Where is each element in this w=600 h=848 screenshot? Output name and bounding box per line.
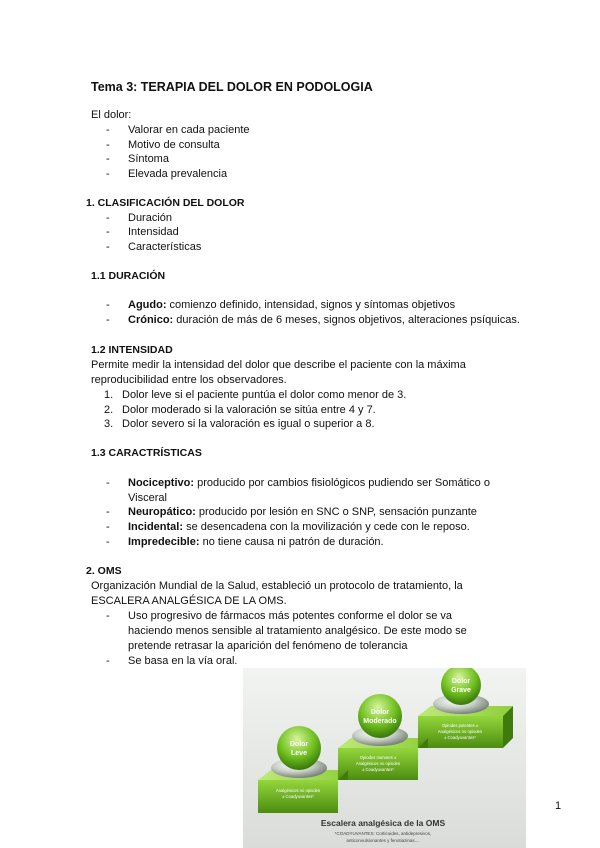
list-item: - Síntoma: [106, 153, 169, 165]
step1-label-top: Dolor: [289, 741, 309, 748]
step1-label-bottom: Leve: [291, 750, 307, 757]
section-heading: 2. OMS: [86, 565, 122, 577]
step2-caption: ± Coadyuvantes*: [362, 767, 394, 772]
section-heading: 1.1 DURACIÓN: [91, 270, 166, 282]
oms-ladder-figure: [243, 668, 526, 848]
step3-label-top: Dolor: [451, 678, 471, 685]
list-item: - Agudo: comienzo definido, intensidad, signos y síntomas objetivos: [106, 299, 456, 311]
list-item: - Nociceptivo: producido por cambios fisiológicos pudiendo ser Somático o: [106, 477, 490, 489]
numbered-item: 2. Dolor moderado si la valoración se sitúa entre 4 y 7.: [104, 404, 376, 416]
page-number: 1: [555, 800, 562, 812]
list-item: - Motivo de consulta: [106, 139, 220, 151]
list-item: - Incidental: se desencadena con la movilización y cede con le reposo.: [106, 521, 470, 533]
paragraph-line: Permite medir la intensidad del dolor que describe el paciente con la máxima: [91, 359, 466, 371]
intro-label: El dolor:: [91, 109, 132, 121]
list-item: - Neuropático: producido por lesión en SNC o SNP, sensación punzante: [106, 506, 477, 518]
paragraph-line: reproducibilidad entre los observadores.: [91, 374, 287, 386]
list-item: - Valorar en cada paciente: [106, 124, 250, 136]
list-item: - Intensidad: [106, 226, 179, 238]
step2-caption: Opiodes menores ±: [359, 755, 397, 760]
step3-caption: ± Coadyuvantes*: [444, 735, 476, 740]
paragraph-line: Organización Mundial de la Salud, estableció un protocolo de tratamiento, la: [91, 580, 463, 592]
section-heading: 1.2 INTENSIDAD: [91, 344, 173, 356]
list-item-continuation: pretende retrasar la aparición del fenómeno de tolerancia: [128, 640, 408, 652]
list-item: - Impredecible: no tiene causa ni patrón de duración.: [106, 536, 384, 548]
page-title: Tema 3: TERAPIA DEL DOLOR EN PODOLOGIA: [91, 80, 373, 94]
figure-footnote: *COADYUVANTES: Corticoides, antidepresivos,: [334, 831, 432, 836]
step2-caption: Analgésicos no opiodes: [355, 761, 401, 766]
section-heading: 1.3 CARACTRÍSTICAS: [91, 447, 202, 459]
numbered-item: 1. Dolor leve si el paciente puntúa el dolor como menor de 3.: [104, 389, 407, 401]
paragraph-line: ESCALERA ANALGÉSICA DE LA OMS.: [91, 595, 287, 607]
step2-label-top: Dolor: [370, 709, 390, 716]
list-item: - Elevada prevalencia: [106, 168, 228, 180]
list-item: - Uso progresivo de fármacos más potentes conforme el dolor se va: [106, 610, 453, 622]
step1-caption: Analgésicos no opiodes: [275, 788, 321, 793]
numbered-item: 3. Dolor severo si la valoración es igual o superior a 8.: [104, 418, 375, 430]
step3-label-bottom: Grave: [451, 687, 471, 694]
list-item-continuation: Visceral: [128, 492, 167, 504]
step2-ball: [358, 694, 402, 738]
list-item: - Características: [106, 241, 202, 253]
figure-title: Escalera analgésica de la OMS: [320, 818, 446, 828]
section-heading: 1. CLASIFICACIÓN DEL DOLOR: [86, 197, 245, 209]
figure-footnote: anticonvulsionantes y fenotiazinas....: [346, 838, 420, 843]
step3-caption: Analgésicos no opiodes: [437, 729, 483, 734]
step1-ball: [277, 726, 321, 770]
step1-caption: ± Coadyuvantes*: [282, 794, 314, 799]
list-item: - Duración: [106, 212, 173, 224]
step2-label-bottom: Moderado: [363, 718, 397, 725]
list-item: - Crónico: duración de más de 6 meses, signos objetivos, alteraciones psíquicas.: [106, 314, 520, 326]
step3-caption: Opiodes potentes ±: [441, 723, 479, 728]
list-item: - Se basa en la vía oral.: [106, 655, 238, 667]
list-item-continuation: haciendo menos sensible al tratamiento analgésico. De este modo se: [128, 625, 467, 637]
